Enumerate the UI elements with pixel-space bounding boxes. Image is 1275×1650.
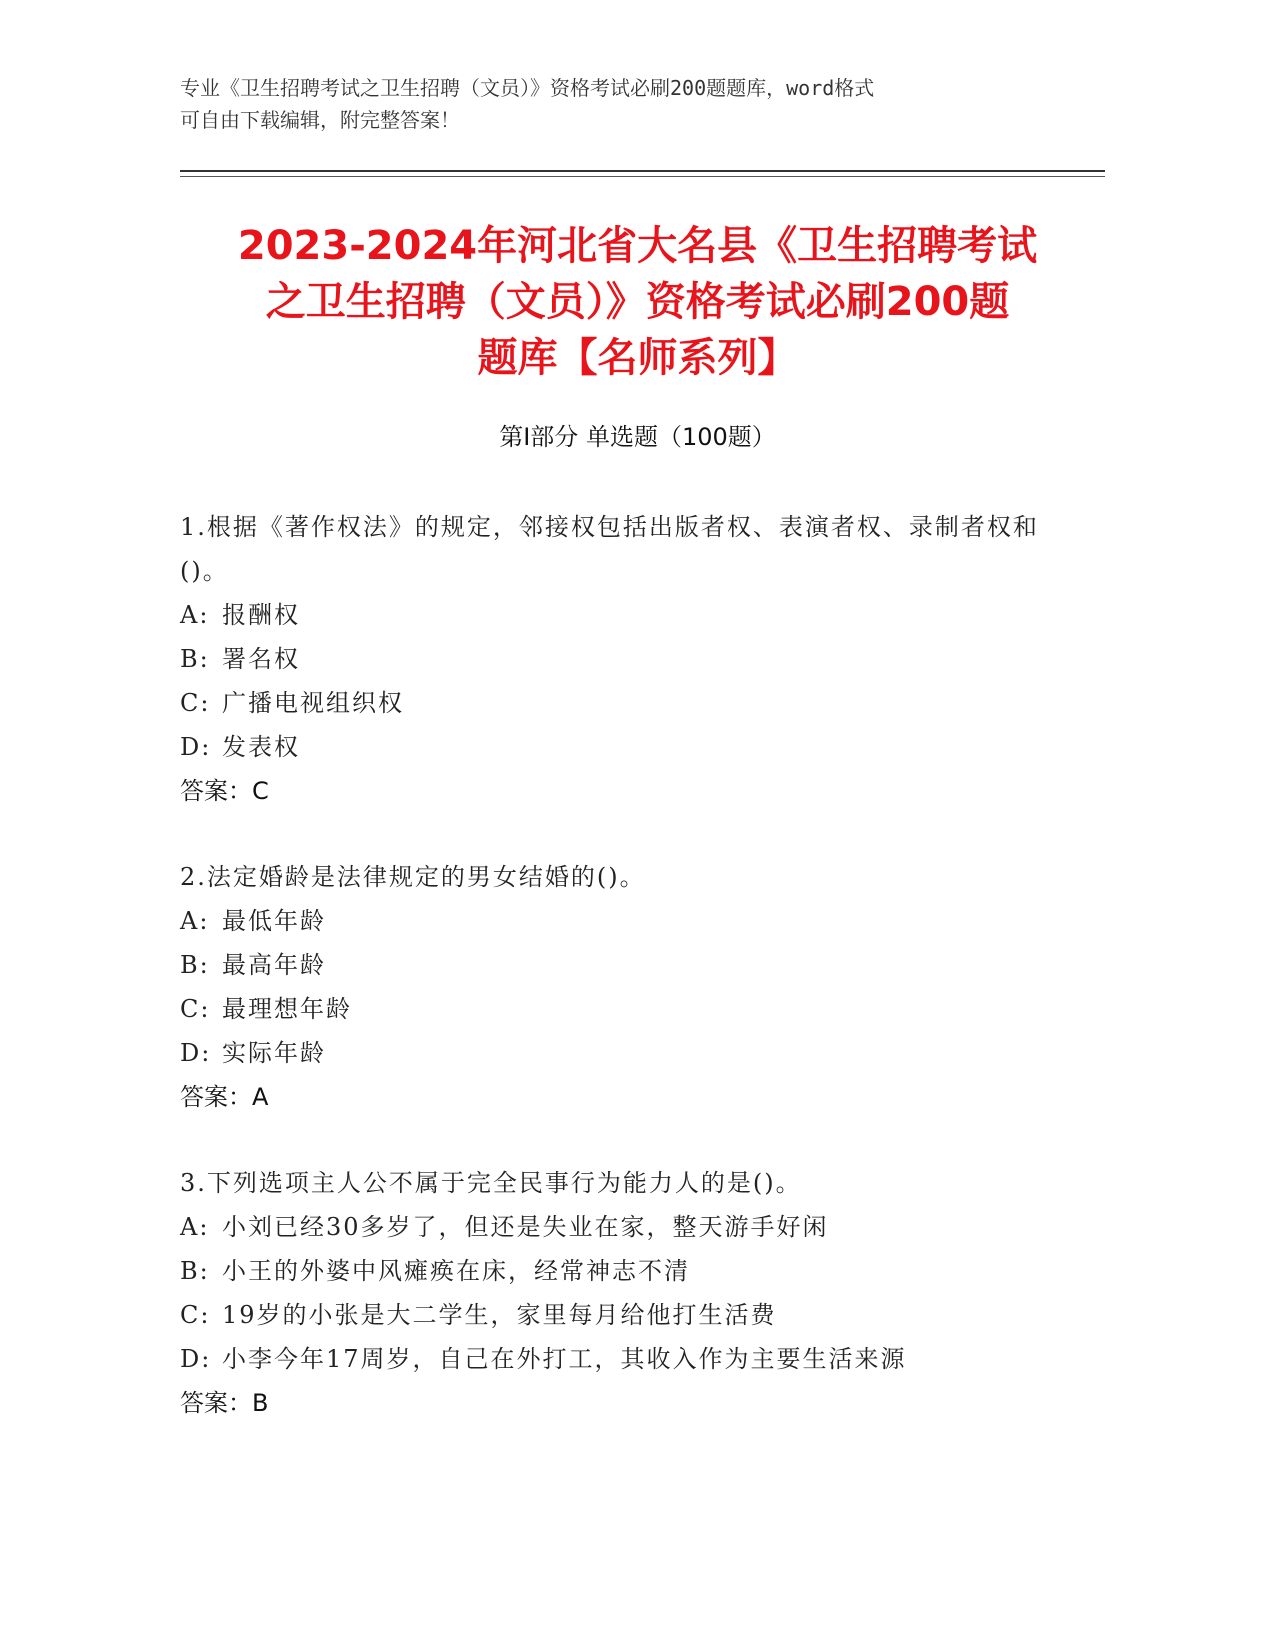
option-text: 小刘已经30多岁了，但还是失业在家，整天游手好闲: [222, 1213, 829, 1241]
option-text: 发表权: [222, 733, 300, 761]
option-text: 最低年龄: [222, 907, 326, 935]
question-option-b: [180, 1249, 1080, 1293]
question-answer: 答案：C: [180, 777, 269, 805]
question-1: [180, 505, 1080, 813]
option-text: 19岁的小张是大二学生，家里每月给他打生活费: [222, 1301, 777, 1329]
option-text: 最高年龄: [222, 951, 326, 979]
question-stem: 3.下列选项主人公不属于完全民事行为能力人的是()。: [180, 1169, 802, 1197]
title-line-1: 2023-2024年河北省大名县《卫生招聘考试: [237, 223, 1038, 269]
option-letter: D:: [180, 733, 212, 761]
option-text: 署名权: [222, 645, 300, 673]
option-letter: B:: [180, 1257, 210, 1285]
header-divider-thin: [180, 176, 1105, 177]
question-answer: 答案：A: [180, 1083, 269, 1111]
question-2: [180, 855, 1080, 1119]
option-text: 小李今年17周岁，自己在外打工，其收入作为主要生活来源: [222, 1345, 907, 1373]
document-title: [150, 218, 1125, 386]
question-3: [180, 1161, 1080, 1425]
option-text: 最理想年龄: [222, 995, 352, 1023]
question-list: [180, 505, 1080, 1467]
question-option-d: [180, 725, 1080, 769]
header-divider-thick: [180, 170, 1105, 172]
option-letter: D:: [180, 1039, 212, 1067]
question-stem: 1.根据《著作权法》的规定，邻接权包括出版者权、表演者权、录制者权和()。: [180, 513, 1039, 585]
question-option-d: [180, 1031, 1080, 1075]
option-letter: C:: [180, 689, 211, 717]
option-text: 报酬权: [222, 601, 300, 629]
title-line-2: 之卫生招聘（文员）》资格考试必刷200题: [265, 279, 1010, 325]
option-letter: A:: [180, 907, 210, 935]
question-option-b: [180, 943, 1080, 987]
section-title: 第Ⅰ部分 单选题（100题）: [499, 423, 776, 451]
question-answer: 答案：B: [180, 1389, 269, 1417]
question-option-b: [180, 637, 1080, 681]
option-letter: B:: [180, 951, 210, 979]
question-option-c: [180, 681, 1080, 725]
option-letter: B:: [180, 645, 210, 673]
option-text: 小王的外婆中风瘫痪在床，经常神志不清: [222, 1257, 690, 1285]
question-option-a: [180, 593, 1080, 637]
question-option-c: [180, 987, 1080, 1031]
question-option-d: [180, 1337, 1080, 1381]
question-option-a: [180, 899, 1080, 943]
option-letter: A:: [180, 1213, 210, 1241]
option-text: 广播电视组织权: [222, 689, 404, 717]
option-text: 实际年龄: [222, 1039, 326, 1067]
header-note: 专业《卫生招聘考试之卫生招聘（文员）》资格考试必刷200题题库，word格式 可自由下载编辑，附完整答案！: [180, 76, 875, 132]
question-stem: 2.法定婚龄是法律规定的男女结婚的()。: [180, 863, 646, 891]
option-letter: C:: [180, 1301, 211, 1329]
option-letter: D:: [180, 1345, 212, 1373]
title-line-3: 题库【名师系列】: [477, 335, 798, 381]
question-option-a: [180, 1205, 1080, 1249]
question-option-c: [180, 1293, 1080, 1337]
option-letter: C:: [180, 995, 211, 1023]
option-letter: A:: [180, 601, 210, 629]
